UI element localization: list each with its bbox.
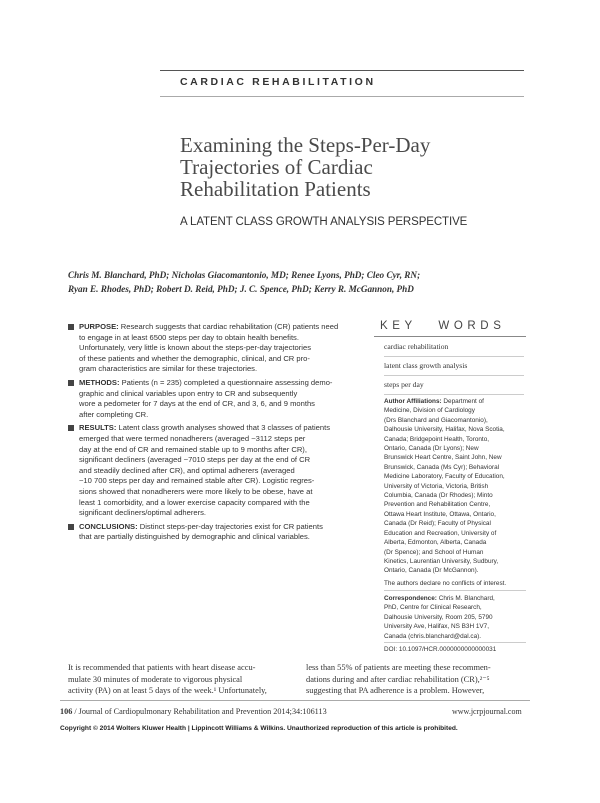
square-bullet-icon: [68, 524, 74, 530]
abstract-text: ~10 700 steps per day and remained stable after CR). Logistic regres-: [79, 476, 315, 486]
abstract-text: least 1 comorbidity, and a lower exercise capacity compared with the: [79, 497, 310, 507]
keyword-item: steps per day: [384, 376, 524, 395]
title-line: Rehabilitation Patients: [180, 177, 371, 201]
abstract-text: significant decliners (averaged ~7010 steps per day at the end of CR: [79, 455, 311, 465]
abstract-text: wore a pedometer for 7 days at the end of CR, and 3, 6, and 9 months: [79, 399, 315, 409]
abstract-text: Patients (n = 235) completed a questionnaire assessing demo-: [119, 377, 333, 387]
affiliation-text: Medicine, Division of Cardiology: [384, 407, 475, 415]
section-label: CARDIAC REHABILITATION: [180, 76, 376, 88]
square-bullet-icon: [68, 324, 74, 330]
body-column-right: [306, 662, 491, 697]
body-text-line: activity (PA) on at least 5 days of the week.¹ Unfortunately,: [68, 686, 267, 695]
journal-citation: / Journal of Cardiopulmonary Rehabilitation and Prevention 2014;34:106113: [72, 707, 327, 716]
body-text-line: suggesting that PA adherence is a problem. However,: [306, 686, 485, 695]
abstract-text: Unfortunately, very little is known about the steps-per-day trajectories: [79, 343, 311, 353]
affiliations-label: Author Affiliations:: [384, 398, 442, 405]
abstract-text: graphic and clinical variables upon entry to CR and subsequently: [79, 388, 298, 398]
abstract-label: RESULTS:: [79, 423, 117, 433]
abstract-conclusions: [68, 522, 368, 543]
article-title: [180, 134, 520, 200]
conflict-statement: The authors declare no conflicts of interest.: [384, 580, 507, 587]
divider: [384, 642, 526, 643]
keyword-item: cardiac rehabilitation: [384, 338, 524, 357]
abstract-text: and steadily declined after CR), and optimal adherers (averaged: [79, 465, 295, 475]
title-line: Examining the Steps-Per-Day: [180, 133, 431, 157]
affiliation-text: Canada; Bridgepoint Health, Toronto,: [384, 435, 490, 443]
body-text-line: dations during and after cardiac rehabilitation (CR),²⁻⁵: [306, 674, 490, 684]
affiliation-text: Department of: [441, 398, 484, 405]
affiliation-text: Brunswick, Canada (Ms Cyr); Behavioral: [384, 463, 500, 471]
abstract-text: Research suggests that cardiac rehabilitation (CR) patients need: [118, 322, 339, 331]
author-affiliations: [384, 397, 526, 576]
abstract-text: of these patients and whether the demographic, clinical, and CR pro-: [79, 353, 310, 363]
affiliation-text: (Drs Blanchard and Giacomantonio),: [384, 416, 488, 424]
correspondence-text: PhD, Centre for Clinical Research,: [384, 604, 482, 612]
affiliation-text: Columbia, Canada (Dr Rhodes); Minto: [384, 492, 493, 500]
affiliation-text: Ontario, Canada (Dr Lyons); New: [384, 445, 479, 453]
abstract-text: significant decliners/optimal adherers.: [79, 508, 207, 518]
divider: [384, 590, 526, 591]
square-bullet-icon: [68, 380, 74, 386]
affiliation-text: Dalhousie University, Halifax, Nova Scotia,: [384, 426, 505, 434]
page-number: 106: [60, 707, 73, 716]
body-column-left: [68, 662, 267, 697]
affiliation-text: Ontario, Canada (Dr McGannon).: [384, 567, 479, 575]
abstract-label: PURPOSE:: [79, 322, 119, 331]
copyright-notice: Copyright © 2014 Wolters Kluwer Health | Lippincott Williams & Wilkins. Unauthorized reproduction of this article is prohibited.: [60, 725, 458, 732]
correspondence-text: Canada (chris.blanchard@dal.ca).: [384, 632, 482, 640]
abstract-results: [68, 423, 368, 518]
keywords-list: [384, 338, 524, 395]
abstract-label: METHODS:: [79, 377, 120, 387]
keywords-rule: [374, 336, 526, 337]
author-line: Ryan E. Rhodes, PhD; Robert D. Reid, PhD; J. C. Spence, PhD; Kerry R. McGannon, PhD: [68, 284, 414, 294]
author-list: [68, 268, 538, 296]
abstract-text: sions showed that nonadherers were more likely to be obese, have at: [79, 486, 313, 496]
abstract-text: day at the end of CR and remained stable up to 9 months after CR),: [79, 444, 307, 454]
section-rule-bottom: [160, 96, 524, 97]
doi: DOI: 10.1097/HCR.0000000000000031: [384, 646, 497, 653]
affiliation-text: (Dr Spence); and School of Human: [384, 548, 484, 556]
correspondence-text: University Ave, Halifax, NS B3H 1V7,: [384, 623, 490, 631]
keywords-heading: KEY WORDS: [380, 320, 506, 332]
footer-rule: [60, 700, 530, 701]
journal-website-link[interactable]: www.jcrpjournal.com: [452, 707, 522, 716]
title-line: Trajectories of Cardiac: [180, 155, 373, 179]
affiliation-text: Education and Recreation, University of: [384, 529, 497, 537]
correspondence-text: Dalhousie University, Room 205, 5790: [384, 613, 493, 621]
abstract-text: to engage in at least 6500 steps per day to obtain health benefits.: [79, 332, 299, 342]
square-bullet-icon: [68, 425, 74, 431]
body-text-line: It is recommended that patients with heart disease accu-: [68, 663, 256, 672]
body-text-line: less than 55% of patients are meeting these recommen-: [306, 663, 491, 672]
abstract-text: Distinct steps-per-day trajectories exist for CR patients: [137, 521, 323, 531]
abstract-purpose: [68, 322, 368, 375]
abstract-text: gram characteristics are similar for these trajectories.: [79, 364, 258, 374]
abstract-methods: [68, 378, 368, 420]
author-line: Chris M. Blanchard, PhD; Nicholas Giacomantonio, MD; Renee Lyons, PhD; Cleo Cyr, RN;: [68, 270, 421, 280]
abstract-text: after completing CR.: [79, 409, 149, 419]
article-subtitle: A LATENT CLASS GROWTH ANALYSIS PERSPECTIVE: [180, 216, 468, 228]
abstract-text: that are partially distinguished by demographic and clinical variables.: [79, 532, 310, 542]
abstract-text: Latent class growth analyses showed that 3 classes of patients: [116, 423, 330, 433]
section-rule-top: [160, 70, 524, 71]
affiliation-text: Canada (Dr Reid); Faculty of Physical: [384, 520, 491, 528]
affiliation-text: Kinetics, Laurentian University, Sudbury,: [384, 557, 499, 565]
correspondence-text: Chris M. Blanchard,: [436, 595, 495, 602]
affiliation-text: Brunswick Heart Centre, Saint John, New: [384, 454, 502, 462]
footer-citation: [60, 707, 327, 716]
abstract-label: CONCLUSIONS:: [79, 521, 138, 531]
abstract-text: emerged that were termed nonadherers (averaged ~3112 steps per: [79, 433, 306, 443]
affiliation-text: Alberta, Edmonton, Alberta, Canada: [384, 539, 487, 547]
abstract: [68, 322, 368, 546]
affiliation-text: University of Victoria, Victoria, British: [384, 482, 489, 490]
body-text-line: mulate 30 minutes of moderate to vigorous physical: [68, 674, 243, 684]
correspondence: [384, 594, 526, 641]
keyword-item: latent class growth analysis: [384, 357, 524, 376]
correspondence-label: Correspondence:: [384, 595, 437, 602]
affiliation-text: Prevention and Rehabilitation Centre,: [384, 501, 491, 509]
affiliation-text: Medicine Laboratory, Faculty of Education,: [384, 473, 505, 481]
affiliation-text: Ottawa Heart Institute, Ottawa, Ontario,: [384, 510, 496, 518]
